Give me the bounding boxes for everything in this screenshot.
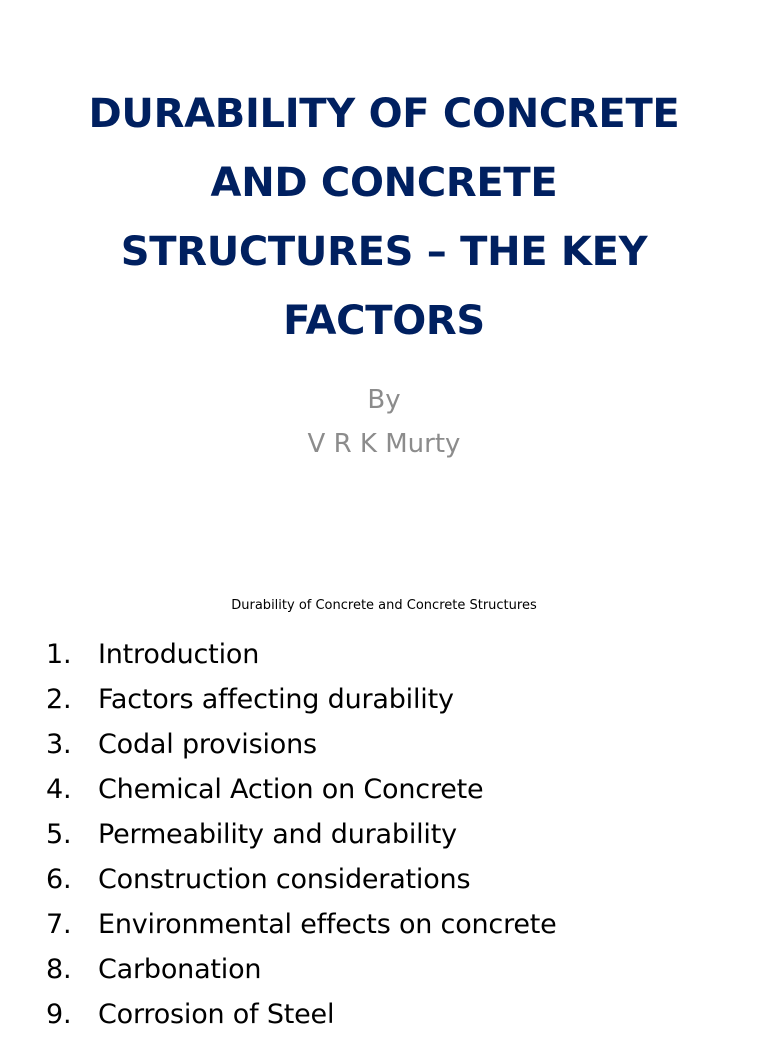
item-number: 3. xyxy=(46,729,72,760)
list-item xyxy=(46,677,557,722)
item-text: Codal provisions xyxy=(98,729,317,760)
list-item xyxy=(46,947,557,992)
list-item xyxy=(46,992,557,1037)
list-item xyxy=(46,722,557,767)
item-text: Permeability and durability xyxy=(98,819,457,850)
by-label: By xyxy=(367,385,401,415)
item-number: 6. xyxy=(46,864,72,895)
item-number: 8. xyxy=(46,954,72,985)
title-line: AND CONCRETE xyxy=(210,160,558,206)
item-text: Corrosion of Steel xyxy=(98,999,335,1030)
list-item xyxy=(46,632,557,677)
title-line: FACTORS xyxy=(283,298,485,344)
item-number: 1. xyxy=(46,639,72,670)
item-text: Carbonation xyxy=(98,954,262,985)
title-line: DURABILITY OF CONCRETE xyxy=(88,91,680,137)
item-text: Chemical Action on Concrete xyxy=(98,774,484,805)
list-item xyxy=(46,767,557,812)
item-text: Factors affecting durability xyxy=(98,684,454,715)
list-item xyxy=(46,902,557,947)
slide-title xyxy=(40,80,728,356)
byline xyxy=(0,378,768,466)
item-text: Construction considerations xyxy=(98,864,471,895)
item-text: Introduction xyxy=(98,639,260,670)
contents-slide xyxy=(0,576,768,1030)
list-item xyxy=(46,812,557,857)
slide-heading: Durability of Concrete and Concrete Structures xyxy=(231,598,537,613)
list-item xyxy=(46,857,557,902)
title-line: STRUCTURES – THE KEY xyxy=(120,229,648,275)
item-number: 7. xyxy=(46,909,72,940)
item-number: 5. xyxy=(46,819,72,850)
contents-list xyxy=(46,632,557,1037)
author-name: V R K Murty xyxy=(307,429,461,459)
item-text: Environmental effects on concrete xyxy=(98,909,557,940)
item-number: 4. xyxy=(46,774,72,805)
item-number: 2. xyxy=(46,684,72,715)
item-number: 9. xyxy=(46,999,72,1030)
